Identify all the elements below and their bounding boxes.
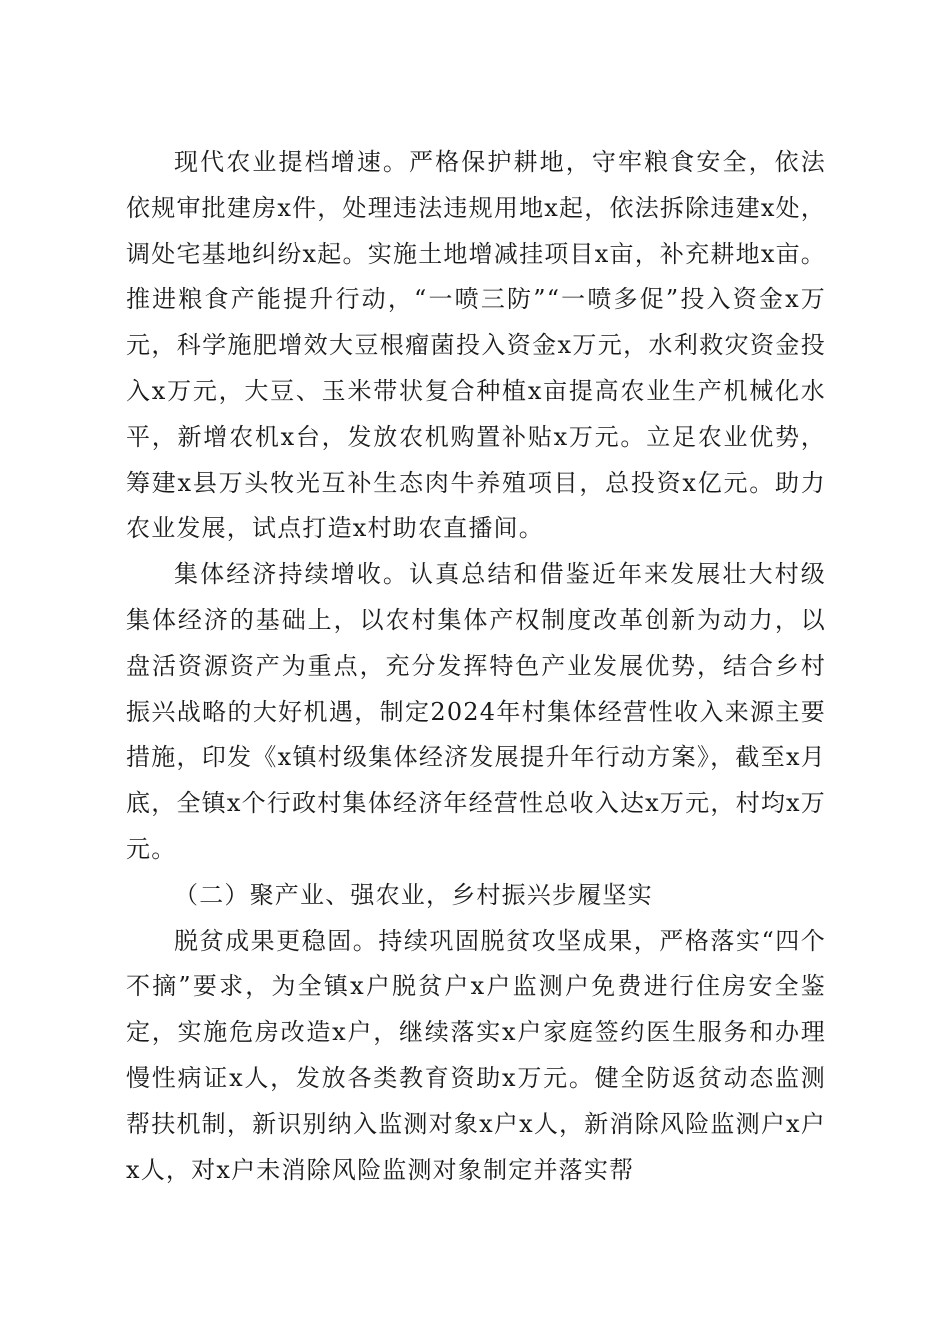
paragraph-collective-economy: 集体经济持续增收。认真总结和借鉴近年来发展壮大村级集体经济的基础上，以农村集体产权制度改革创新为动力，以盘活资源资产为重点，充分发挥特色产业发展优势，结合乡村振兴战略的大好机遇，制定2024年村集体经营性收入来源主要措施，印发《x镇村级集体经济发展提升年行动方案》，截至x月底，全镇x个行政村集体经济年经营性总收入达x万元，村均x万元。 (126, 560, 826, 863)
paragraph-modern-agriculture: 现代农业提档增速。严格保护耕地，守牢粮食安全，依法依规审批建房x件，处理违法违规用地x起，依法拆除违建x处，调处宅基地纠纷x起。实施土地增减挂项目x亩，补充耕地x亩。推进粮食产能提升行动，“一喷三防”“一喷多促”投入资金x万元，科学施肥增效大豆根瘤菌投入资金x万元，水利救灾资金投入x万元，大豆、玉米带状复合种植x亩提高农业生产机械化水平，新增农机x台，发放农机购置补贴x万元。立足农业优势，筹建x县万头牧光互补生态肉牛养殖项目，总投资x亿元。助力农业发展，试点打造x村助农直播间。 (126, 148, 826, 543)
section-heading: （二）聚产业、强农业，乡村振兴步履坚实 (174, 880, 653, 909)
paragraph-poverty-alleviation: 脱贫成果更稳固。持续巩固脱贫攻坚成果，严格落实“四个不摘”要求，为全镇x户脱贫户x户监测户免费进行住房安全鉴定，实施危房改造x户，继续落实x户家庭签约医生服务和办理慢性病证x人，发放各类教育资助x万元。健全防返贫动态监测帮扶机制，新识别纳入监测对象x户x人，新消除风险监测户x户x人，对x户未消除风险监测对象制定并落实帮 (126, 926, 826, 1184)
document-body (126, 140, 826, 1193)
